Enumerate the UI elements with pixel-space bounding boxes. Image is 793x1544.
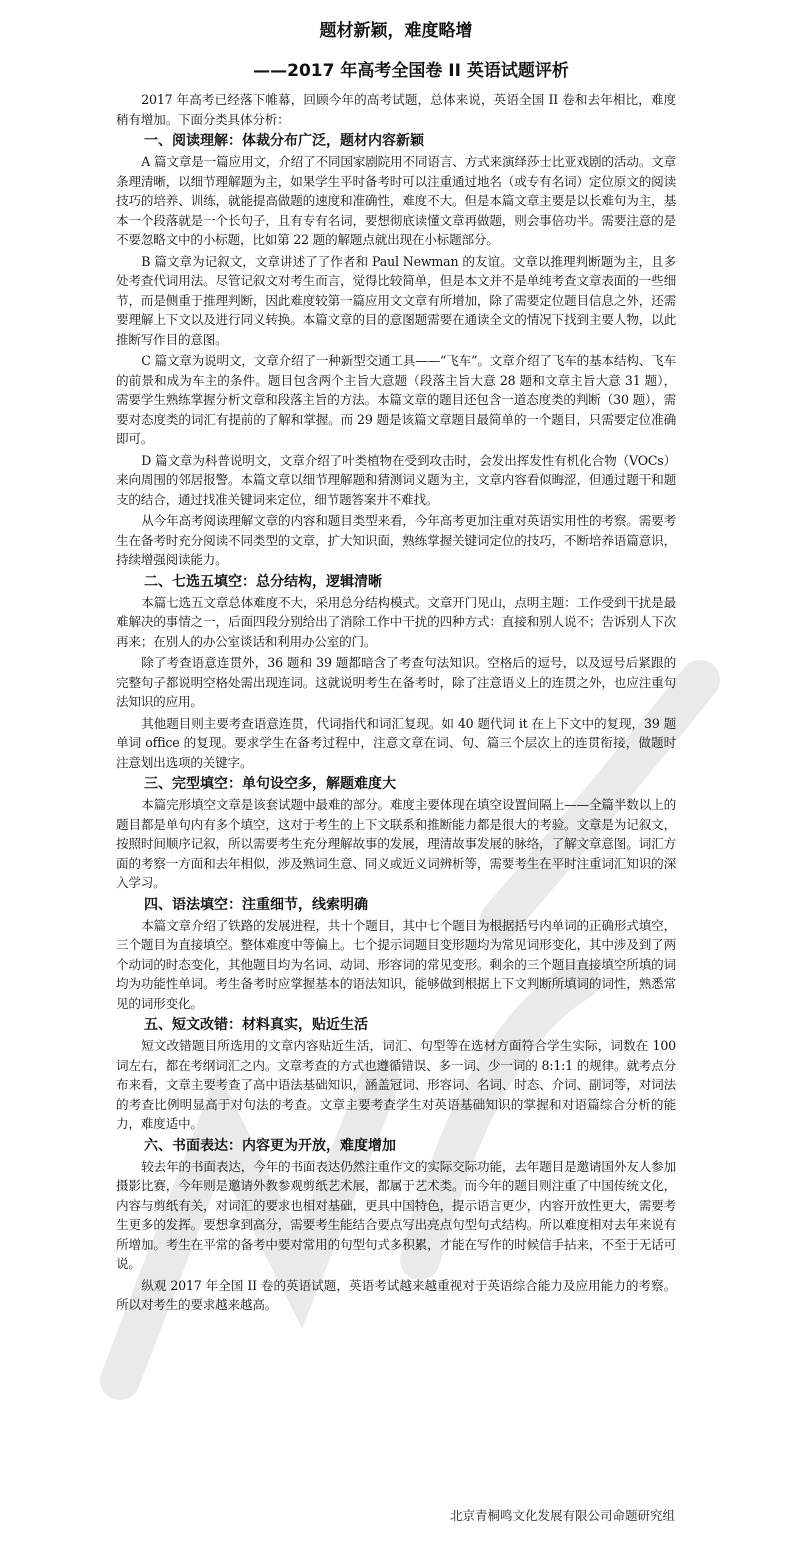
paragraph: 较去年的书面表达，今年的书面表达仍然注重作文的实际交际功能，去年题目是邀请国外友人参加摄影比赛，今年则是邀请外教参观剪纸艺术展，都属于艺术类。而今年的题目则注重了中国传统文化，内容与剪纸有关，对词汇的要求也相对基础，更具中国特色，提示语言更少，内容开放性更大，需要考生更多的发挥。要想拿到高分，需要考生能结合要点写出亮点句型句式结构。所以难度相对去年来说有所增加。考生在平常的备考中要对常用的句型句式多积累，才能在写作的时候信手拈来，不至于无话可说。 xyxy=(116,1158,676,1271)
section-heading: 一、阅读理解：体裁分布广泛，题材内容新颖 xyxy=(144,133,424,149)
section-heading: 五、短文改错：材料真实，贴近生活 xyxy=(144,1017,368,1033)
section-heading: 二、七选五填空：总分结构，逻辑清晰 xyxy=(144,573,382,590)
document-subtitle: ——2017 年高考全国卷 II 英语试题评析 xyxy=(253,61,569,81)
section-heading: 三、完型填空：单句设空多，解题难度大 xyxy=(144,776,396,792)
document-page xyxy=(116,18,676,1317)
paragraph: 本篇完形填空文章是该套试题中最难的部分。难度主要体现在填空设置间隔上——全篇半数以上的题目都是单句内有多个填空，这对于考生的上下文联系和推断能力都是很大的考验。文章是为记叙文，按照时间顺序记叙，所以需要考生充分理解故事的发展，理清故事发展的脉络，了解文章意图。词汇方面的考察一方面和去年相似，涉及熟词生意、同义或近义词辨析等，需要考生在平时注重词汇知识的深入学习。 xyxy=(116,797,676,890)
section-writing xyxy=(116,1136,676,1315)
paragraph: C 篇文章为说明文，文章介绍了一种新型交通工具——“飞车”。文章介绍了飞车的基本结构、飞车的前景和成为车主的条件。题目包含两个主旨大意题（段落主旨大意 28 题和文章主旨大意 31 题），需要学生熟练掌握分析文章和段落主旨的方法。本篇文章的题目还包含一道态度类的判断（30 题），需要对态度类的词汇有提前的了解和掌握。而 29 题是该篇文章题目最简单的一个题目，只需要定位准确即可。 xyxy=(116,353,676,446)
paragraph: A 篇文章是一篇应用文，介绍了不同国家剧院用不同语言、方式来演绎莎士比亚戏剧的活动。文章条理清晰，以细节理解题为主，如果学生平时备考时可以注重通过地名（或专有名词）定位原文的阅读技巧的培养、训练，就能提高做题的速度和准确性，难度不大。但是本篇文章主要是以长难句为主，基本一个段落就是一个长句子，且有专有名词，要想彻底读懂文章再做题，则会事倍功半。需要注意的是不要忽略文中的小标题，比如第 22 题的解题点就出现在小标题部分。 xyxy=(116,154,676,247)
paragraph: 从今年高考阅读理解文章的内容和题目类型来看，今年高考更加注重对英语实用性的考察。需要考生在备考时充分阅读不同类型的文章，扩大知识面，熟练掌握关键词定位的技巧，不断培养语篇意识，持续增强阅读能力。 xyxy=(116,513,676,567)
section-seven-choose-five xyxy=(116,572,676,773)
section-heading: 四、语法填空：注重细节，线索明确 xyxy=(144,896,368,913)
paragraph: 本篇文章介绍了铁路的发展进程，共十个题目，其中七个题目为根据括号内单词的正确形式填空，三个题目为直接填空。整体难度中等偏上。七个提示词题目变形题均为常见词形变化，其中涉及到了两个动词的时态变化，其他题目均为名词、动词、形容词的常见变形。剩余的三个题目直接填空所填的词均为功能性单词。考生备考时应掌握基本的语法知识，能够做到根据上下文判断所填词的词性，熟悉常见的词形变化。 xyxy=(116,917,676,1011)
paragraph: D 篇文章为科普说明文，文章介绍了叶类植物在受到攻击时，会发出挥发性有机化合物（VOCs）来向周围的邻居报警。本篇文章以细节理解题和猜测词义题为主，文章内容看似晦涩，但通过题干和题支的结合，通过找准关键词来定位，细节题答案并不难找。 xyxy=(116,452,676,507)
paragraph: 本篇七选五文章总体难度不大，采用总分结构模式。文章开门见山，点明主题：工作受到干扰是最难解决的事情之一，后面四段分别给出了消除工作中干扰的四种方式：直接和别人说不；告诉别人下次再来；在别人的办公室谈话和利用办公室的门。 xyxy=(116,594,676,649)
section-reading xyxy=(116,131,676,570)
paragraph: 纵观 2017 年全国 II 卷的英语试题，英语考试越来越重视对于英语综合能力及应用能力的考察。所以对考生的要求越来越高。 xyxy=(116,1277,676,1312)
section-grammar xyxy=(116,895,676,1014)
paragraph: 其他题目则主要考查语意连贯，代词指代和词汇复现。如 40 题代词 it 在上下文中的复现，39 题单词 office 的复现。要求学生在备考过程中，注意文章在词、句、篇三个层次上的连贯衔接，做题时注意划出选项的关键字。 xyxy=(116,715,676,770)
section-cloze xyxy=(116,774,676,893)
section-heading: 六、书面表达：内容更为开放，难度增加 xyxy=(144,1137,396,1154)
paragraph: 短文改错题目所选用的文章内容贴近生活，词汇、句型等在选材方面符合学生实际，词数在 100 词左右，都在考纲词汇之内。文章考查的方式也遵循错误、多一词、少一词的 8:1:1 的规律。就考点分布来看，文章主要考查了高中语法基础知识，涵盖冠词、形容词、名词、时态、介词、副词等，对词法的考查比例明显高于对句法的考查。文章主要考查学生对英语基础知识的掌握和对语篇综合分析的能力，难度适中。 xyxy=(116,1038,676,1131)
footer-organization: 北京青桐鸣文化发展有限公司命题研究组 xyxy=(449,1508,675,1523)
intro-paragraph: 2017 年高考已经落下帷幕，回顾今年的高考试题，总体来说，英语全国 II 卷和去年相比，难度稍有增加。下面分类具体分析： xyxy=(116,92,676,127)
document-title: 题材新颖，难度略增 xyxy=(319,21,473,41)
paragraph: B 篇文章为记叙文，文章讲述了了作者和 Paul Newman 的友谊。文章以推理判断题为主，且多处考查代词用法。尽管记叙文对考生而言，觉得比较简单，但是本文并不是单纯考查文章表面的一些细节，而是侧重于推理判断，因此难度较第一篇应用文文章有所增加，除了需要定位题目信息之外，还需要理解上下文以及进行同义转换。本篇文章的目的意图题需要在通读全文的情况下找到主要人物，以此推断写作目的意图。 xyxy=(116,253,676,347)
paragraph: 除了考查语意连贯外，36 题和 39 题都暗含了考查句法知识。空格后的逗号，以及逗号后紧跟的完整句子都说明空格处需出现连词。这就说明考生在备考时，除了注意语义上的连贯之外，也应注重句法知识的应用。 xyxy=(116,655,676,709)
section-error-correction xyxy=(116,1015,676,1134)
